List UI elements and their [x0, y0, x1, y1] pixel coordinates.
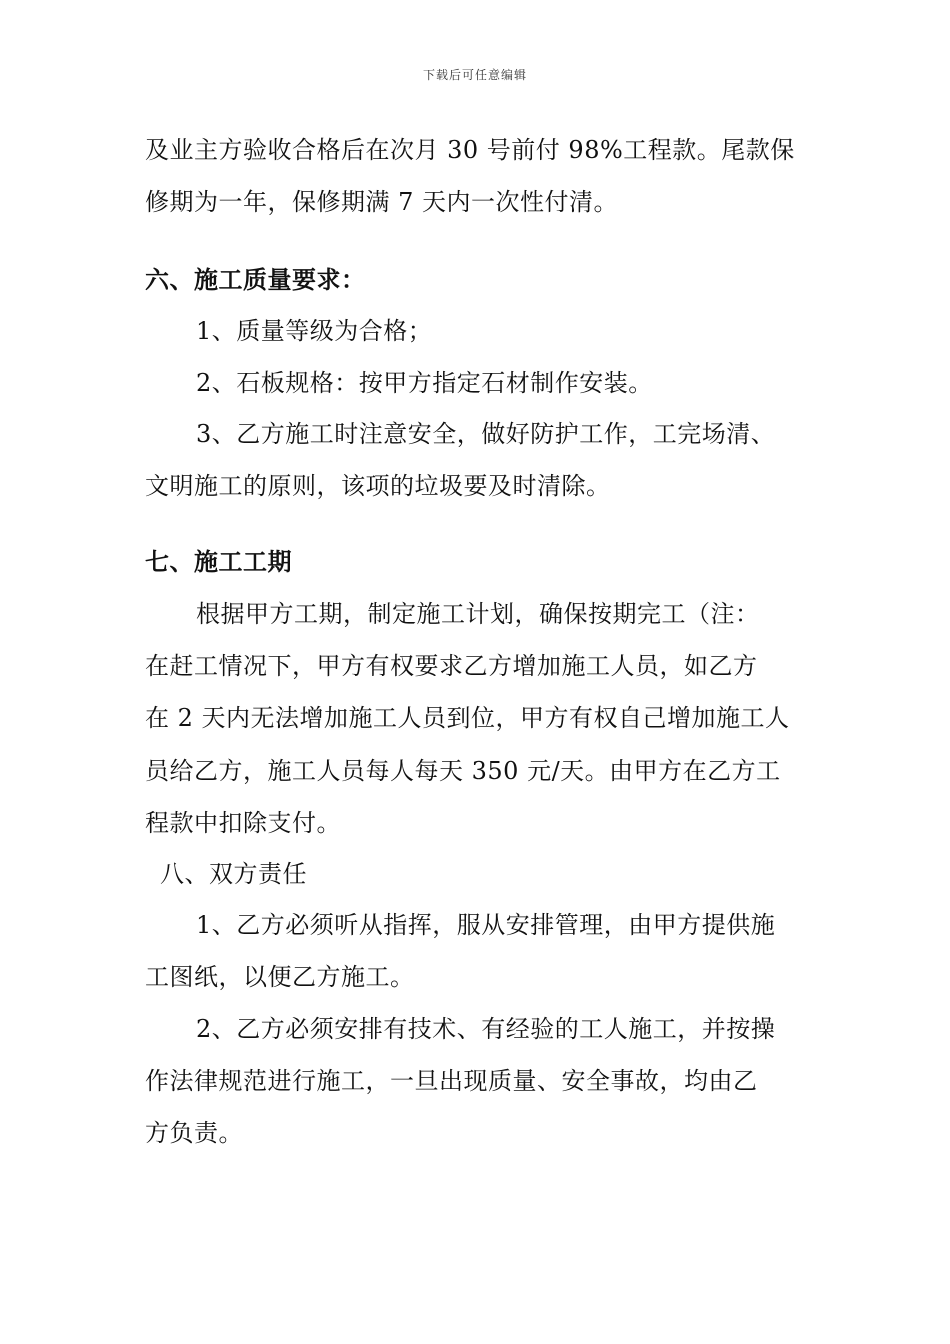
paragraph-line: 员给乙方，施工人员每人每天 350 元/天。由甲方在乙方工	[145, 757, 781, 785]
paragraph-line: 工图纸，以便乙方施工。	[145, 963, 415, 991]
section-heading-quality: 六、施工质量要求：	[145, 265, 366, 294]
paragraph-line: 修期为一年，保修期满 7 天内一次性付清。	[145, 188, 619, 216]
list-item: 1、乙方必须听从指挥，服从安排管理，由甲方提供施	[196, 911, 776, 939]
paragraph-line: 作法律规范进行施工，一旦出现质量、安全事故，均由乙	[145, 1067, 758, 1095]
paragraph-line: 根据甲方工期，制定施工计划，确保按期完工（注：	[196, 600, 760, 628]
list-item: 3、乙方施工时注意安全，做好防护工作，工完场清、	[196, 420, 776, 448]
paragraph-line: 程款中扣除支付。	[145, 809, 341, 837]
paragraph-line: 及业主方验收合格后在次月 30 号前付 98%工程款。尾款保	[145, 136, 795, 164]
paragraph-line: 方负责。	[145, 1119, 243, 1147]
paragraph-line: 在赶工情况下，甲方有权要求乙方增加施工人员，如乙方	[145, 652, 758, 680]
list-item: 2、乙方必须安排有技术、有经验的工人施工，并按操	[196, 1015, 776, 1043]
section-heading-responsibilities: 八、双方责任	[160, 860, 307, 888]
section-heading-schedule: 七、施工工期	[145, 547, 292, 576]
page-header: 下载后可任意编辑	[422, 68, 527, 82]
list-item: 2、石板规格：按甲方指定石材制作安装。	[196, 369, 653, 397]
paragraph-line: 文明施工的原则，该项的垃圾要及时清除。	[145, 472, 611, 500]
list-item: 1、质量等级为合格；	[196, 317, 433, 345]
paragraph-line: 在 2 天内无法增加施工人员到位，甲方有权自己增加施工人	[145, 704, 790, 732]
